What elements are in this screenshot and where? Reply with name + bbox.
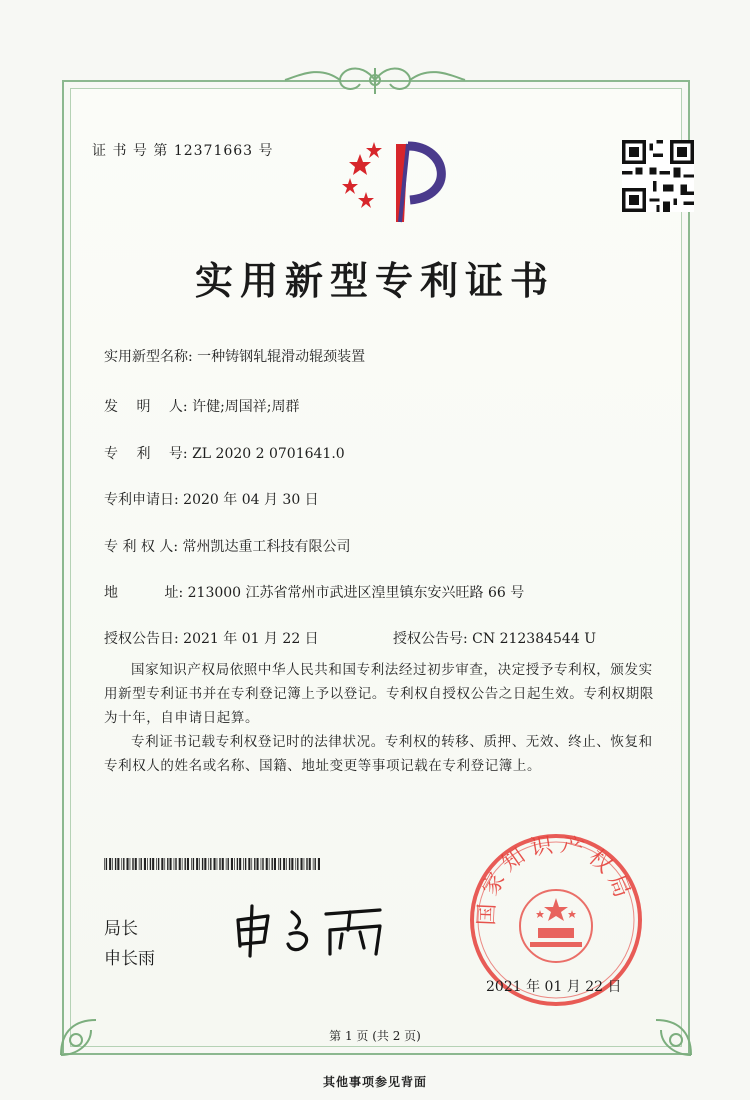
signatory-name: 申长雨: [104, 949, 155, 969]
field-value: CN 212384544 U: [472, 631, 596, 647]
field-label: 专 利 权 人:: [104, 539, 179, 555]
field-value: ZL 2020 2 0701641.0: [192, 446, 345, 462]
field-patent-number: [104, 443, 345, 463]
footer-note: 其他事项参见背面: [322, 1075, 427, 1089]
barcode: [104, 858, 320, 870]
certificate-number-value: 12371663: [173, 143, 254, 159]
field-grant-date: [104, 628, 319, 648]
certificate-number-label: 证 书 号 第: [92, 143, 169, 159]
field-patentee: [104, 536, 351, 556]
field-label: 授权公告号:: [393, 631, 468, 647]
field-utility-model-name: [104, 346, 365, 366]
seal-date: 2021 年 01 月 22 日: [486, 979, 622, 995]
certificate-number-suffix: 号: [258, 143, 274, 159]
field-value: 一种铸钢轧辊滑动辊颈装置: [197, 349, 366, 365]
certificate-number: [92, 140, 274, 160]
top-ornament: [280, 60, 470, 100]
field-value: 2020 年 04 月 30 日: [183, 492, 319, 508]
field-filing-date: [104, 489, 319, 509]
body-paragraph-1: 国家知识产权局依照中华人民共和国专利法经过初步审查，决定授予专利权，颁发实用新型专利证书并在专利登记簿上予以登记。专利权自授权公告之日起生效。专利权期限为十年，自申请日起算。: [104, 662, 654, 726]
field-label: 实用新型名称:: [104, 349, 193, 365]
body-paragraph-2: 专利证书记载专利权登记时的法律状况。专利权的转移、质押、无效、终止、恢复和专利权人的姓名或名称、国籍、地址变更等事项记载在专利登记簿上。: [104, 734, 653, 774]
signatory-title: 局长: [104, 919, 138, 939]
qr-code: [622, 140, 694, 212]
field-label: 授权公告日:: [104, 631, 179, 647]
field-label: 地 址:: [104, 585, 184, 601]
field-grant-number: [393, 628, 596, 648]
field-value: 2021 年 01 月 22 日: [183, 631, 319, 647]
field-label: 发 明 人:: [104, 399, 188, 415]
field-label: 专 利 号:: [104, 446, 188, 462]
cnipa-logo: [338, 136, 456, 226]
field-value: 常州凯达重工科技有限公司: [182, 539, 351, 555]
field-value: 许健;周国祥;周群: [192, 399, 300, 415]
page-number: 第 1 页 (共 2 页): [329, 1029, 421, 1043]
seal-text: 国家知识产权局: [474, 832, 637, 926]
field-inventor: [104, 396, 300, 416]
field-label: 专利申请日:: [104, 492, 179, 508]
field-address: [104, 582, 524, 602]
signature: [230, 900, 400, 960]
certificate-title: 实用新型专利证书: [194, 258, 555, 303]
field-value: 213000 江苏省常州市武进区湟里镇东安兴旺路 66 号: [187, 585, 525, 601]
